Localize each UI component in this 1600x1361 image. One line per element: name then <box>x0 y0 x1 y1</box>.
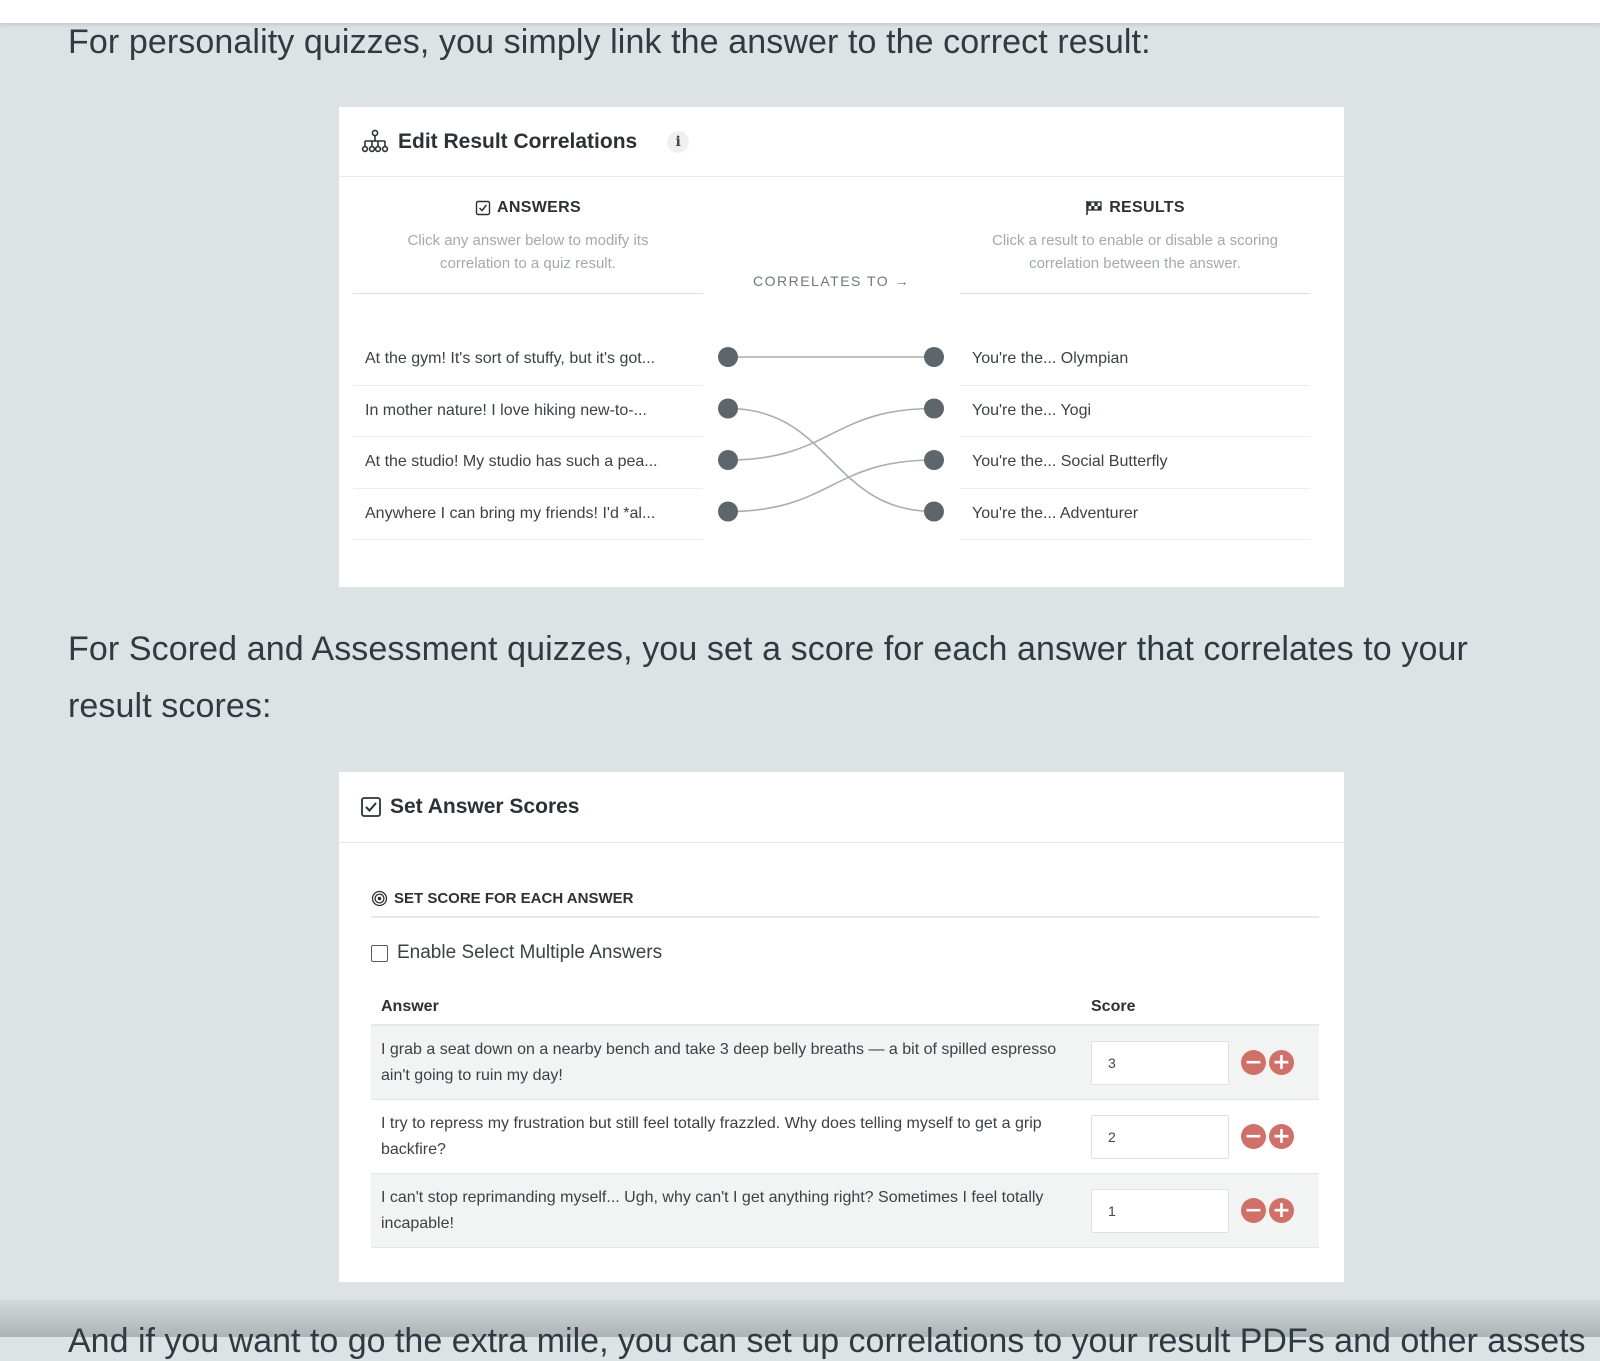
score-column-header: Score <box>1091 998 1136 1015</box>
correlates-label: CORRELATES TO → <box>753 273 911 289</box>
correlation-link <box>728 409 934 512</box>
table-header <box>371 990 1319 1026</box>
plus-circle-icon[interactable]: + <box>1269 1198 1294 1223</box>
answers-heading: ANSWERS <box>497 199 581 216</box>
result-node[interactable] <box>924 450 944 470</box>
results-description: Click a result to enable or disable a scoring correlation between the answer. <box>992 232 1278 272</box>
plus-circle-icon[interactable]: + <box>1269 1050 1294 1075</box>
results-heading: RESULTS <box>1109 199 1185 216</box>
flag-icon <box>1085 200 1103 216</box>
answer-item[interactable]: At the studio! My studio has such a pea... <box>353 437 703 489</box>
multi-answer-checkbox[interactable] <box>371 945 388 962</box>
answers-description: Click any answer below to modify its correlation to a quiz result. <box>407 232 649 272</box>
minus-circle-icon[interactable]: − <box>1241 1198 1266 1223</box>
intro-paragraph: For personality quizzes, you simply link the answer to the correct result: <box>68 23 1151 61</box>
score-input[interactable] <box>1091 1041 1229 1085</box>
answer-text: I can't stop reprimanding myself... Ugh, why can't I get anything right? Sometimes I feel totally incapable! <box>381 1188 1044 1232</box>
table-row <box>371 1100 1319 1174</box>
results-column-header <box>960 199 1310 294</box>
correlation-link <box>728 460 934 512</box>
result-item[interactable]: You're the... Yogi <box>960 386 1310 438</box>
answer-node[interactable] <box>718 347 738 367</box>
answer-item[interactable]: At the gym! It's sort of stuffy, but it's got... <box>353 334 703 386</box>
result-item[interactable]: You're the... Social Butterfly <box>960 437 1310 489</box>
panel-title: Edit Result Correlations <box>398 129 638 153</box>
result-item[interactable]: You're the... Adventurer <box>960 489 1310 541</box>
sitemap-icon <box>360 129 390 155</box>
answer-node[interactable] <box>718 450 738 470</box>
answer-item[interactable]: Anywhere I can bring my friends! I'd *al... <box>353 489 703 541</box>
set-score-section-header <box>371 880 1319 918</box>
multi-answer-label: Enable Select Multiple Answers <box>397 942 663 963</box>
answers-column-header <box>353 199 703 294</box>
minus-circle-icon[interactable]: − <box>1241 1124 1266 1149</box>
table-row <box>371 1174 1319 1248</box>
panel-header <box>339 772 1344 843</box>
answer-node[interactable] <box>718 399 738 419</box>
score-input[interactable] <box>1091 1189 1229 1233</box>
bottom-fade <box>0 1300 1600 1360</box>
answer-text: I grab a seat down on a nearby bench and take 3 deep belly breaths — a bit of spilled espresso ain't going to ruin my day! <box>381 1040 1057 1084</box>
result-node[interactable] <box>924 347 944 367</box>
panel-header <box>339 107 1344 177</box>
scored-paragraph: For Scored and Assessment quizzes, you set a score for each answer that correlates to your result scores: <box>68 630 1468 725</box>
info-icon[interactable]: i <box>667 131 689 153</box>
answer-item[interactable]: In mother nature! I love hiking new-to-... <box>353 386 703 438</box>
answer-text: I try to repress my frustration but still feel totally frazzled. Why does telling myself to get a grip backfire? <box>381 1114 1042 1158</box>
answer-scores-panel <box>339 772 1344 1282</box>
answer-list <box>353 334 703 540</box>
multi-answer-option <box>371 942 662 964</box>
checkbox-icon <box>360 796 382 818</box>
plus-circle-icon[interactable]: + <box>1269 1124 1294 1149</box>
result-item[interactable]: You're the... Olympian <box>960 334 1310 386</box>
checkbox-icon <box>475 200 491 216</box>
target-icon <box>371 890 388 907</box>
minus-circle-icon[interactable]: − <box>1241 1050 1266 1075</box>
score-input[interactable] <box>1091 1115 1229 1159</box>
answer-node[interactable] <box>718 502 738 522</box>
cutoff-paragraph: And if you want to go the extra mile, you can set up correlations to your result PDFs and other assets <box>68 1322 1586 1360</box>
answer-column-header: Answer <box>381 998 439 1015</box>
table-row <box>371 1026 1319 1100</box>
result-node[interactable] <box>924 399 944 419</box>
panel-title: Set Answer Scores <box>390 795 580 818</box>
section-label: SET SCORE FOR EACH ANSWER <box>394 889 634 907</box>
result-node[interactable] <box>924 502 944 522</box>
correlation-link <box>728 409 934 461</box>
result-list <box>960 334 1310 540</box>
result-correlations-panel <box>339 107 1344 587</box>
score-table <box>371 990 1319 1248</box>
